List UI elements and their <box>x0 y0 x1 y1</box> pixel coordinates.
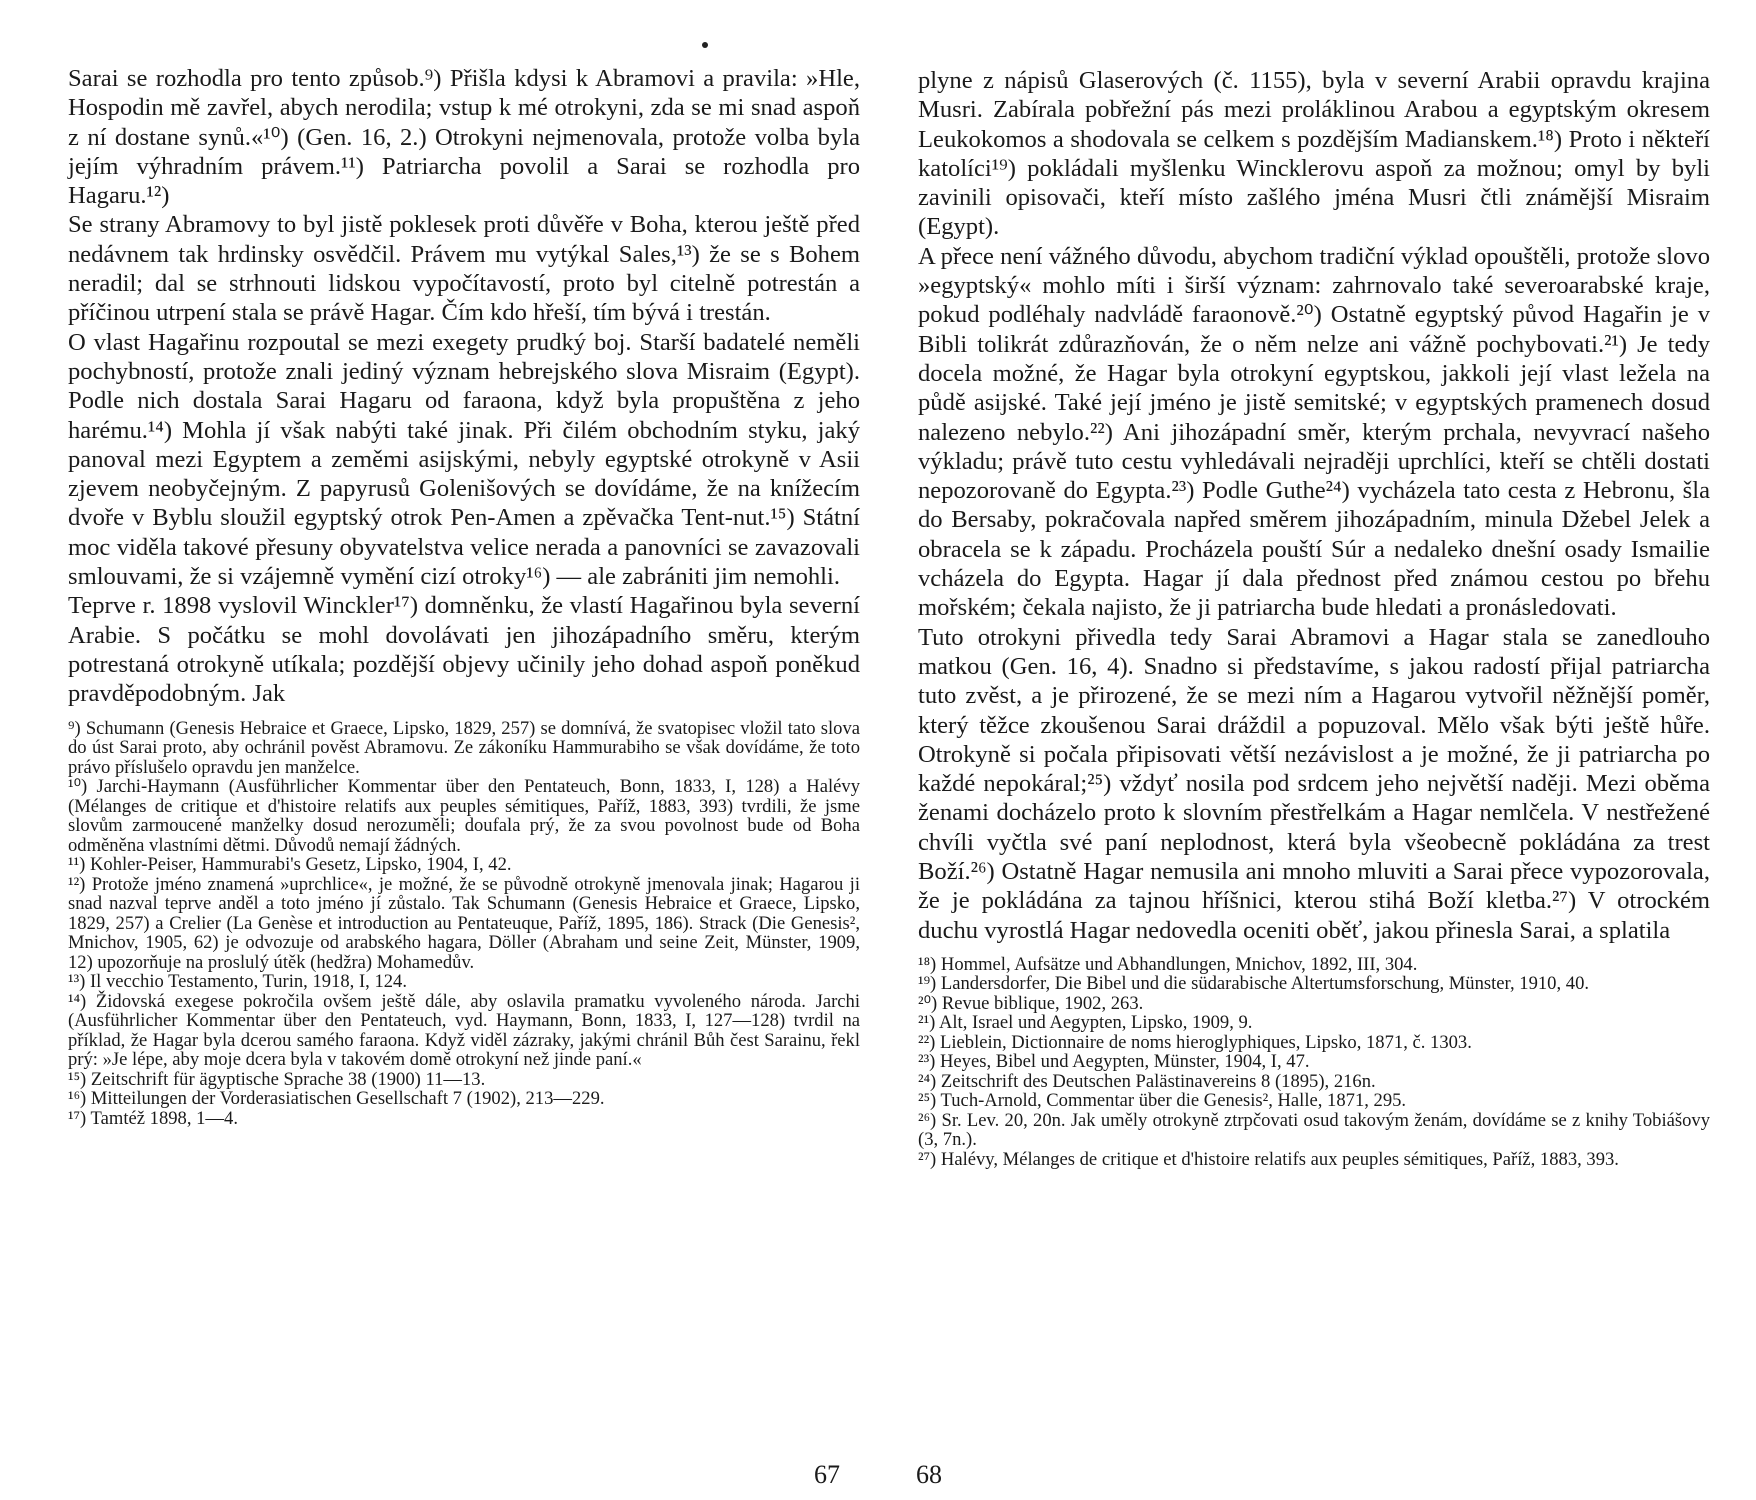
footnote: ¹⁶) Mitteilungen der Vorderasiatischen Gesellschaft 7 (1902), 213—229. <box>68 1088 605 1110</box>
footnote: ⁹) Schumann (Genesis Hebraice et Graece, Lipsko, 1829, 257) se domnívá, že svatopisec vložil tato slova do úst Sarai proto, aby ochránil pověst Abramovu. Ze zákoníku Hammurabiho se však dovídáme, že toto právo příslušelo opravdu jen manželce. <box>68 717 860 778</box>
footnote: ¹⁰) Jarchi-Haymann (Ausführlicher Kommentar über den Pentateuch, Bonn, 1833, I, 128) a Halévy (Mélanges de critique et d'histoire relatifs aux peuples sémitiques, Paříž, 1883, 393) tvrdili, že jsme slovům zarmoucené manželky dosud nerozuměli; doufala prý, že za svou povolnost bude od Boha odměněna vlastními dětmi. Důvodů nemají žádných. <box>68 776 860 856</box>
footnote: ¹⁵) Zeitschrift für ägyptische Sprache 38 (1900) 11—13. <box>68 1068 486 1090</box>
paragraph: Teprve r. 1898 vyslovil Winckler¹⁷) domněnku, že vlastí Hagařinou byla severní Arabie. S počátku se mohl dovolávati jen jihozápadního směru, kterým potrestaná otrokyně utíkala; pozdější objevy učinily jeho dohad aspoň poněkud pravděpodobným. Jak <box>68 592 860 708</box>
footnote: ¹²) Protože jméno znamená »uprchlice«, je možné, že se původně otrokyně jmenovala jinak; Hagarou ji snad nazval teprve anděl a toto jméno jí zůstalo. Tak Schumann (Genesis Hebraice et Graece, Lipsko, 1829, 257) a Crelier (La Genèse et introduction au Pentateuque, Paříž, 1895, 186). Strack (Die Genesis², Mnichov, 1905, 62) je odvozuje od arabského hagara, Döller (Abraham und seine Zeit, Münster, 1909, 12) upozorňuje na proslulý útěk (hedžra) Mohamedův. <box>68 873 860 973</box>
footnote: ¹³) Il vecchio Testamento, Turin, 1918, I, 124. <box>68 971 407 993</box>
footnote: ²⁷) Halévy, Mélanges de critique et d'histoire relatifs aux peuples sémitiques, Paříž, 1883, 393. <box>918 1148 1619 1170</box>
footnote: ¹⁷) Tamtéž 1898, 1—4. <box>68 1107 238 1129</box>
print-speck <box>702 42 708 48</box>
right-page-column <box>918 66 1710 1169</box>
paragraph: A přece není vážného důvodu, abychom tradiční výklad opouštěli, protože slovo »egyptský« mohlo míti i širší význam: zahrnovalo také severoarabské kraje, pokud podléhaly nadvládě faraonově.²⁰) Ostatně egyptský původ Hagařin je v Bibli tolikrát zdůrazňován, že o něm nelze ani vážně pochybovati.²¹) Je tedy docela možné, že Hagar byla otrokyní egyptskou, jakkoli její vlast ležela na půdě asijské. Také její jméno je jistě semitské; v egyptských pramenech dosud nalezeno nebylo.²²) Ani jihozápadní směr, kterým prchala, nevyvrací našeho výkladu; právě tuto cestu vyhledávali nejraději uprchlíci, kteří se chtěli dostati nepozorovaně do Egypta.²³) Podle Guthe²⁴) vycházela tato cesta z Hebronu, šla do Bersaby, pokračovala napřed směrem jihozápadním, minula Džebel Jelek a obracela se k západu. Procházela pouští Súr a nedaleko dnešní osady Ismailie vcházela do Egypta. Hagar jí dala přednost před známou cestou po břehu mořském; čekala najisto, že ji patriarcha bude hledati a pronásledovati. <box>918 242 1710 622</box>
footnote: ¹⁸) Hommel, Aufsätze und Abhandlungen, Mnichov, 1892, III, 304. <box>918 953 1418 975</box>
footnote: ²²) Lieblein, Dictionnaire de noms hieroglyphiques, Lipsko, 1871, č. 1303. <box>918 1031 1472 1053</box>
left-footnotes <box>68 719 860 1129</box>
page-number: 67 <box>814 1460 840 1489</box>
footnote: ²⁰) Revue biblique, 1902, 263. <box>918 992 1144 1014</box>
paragraph: Sarai se rozhodla pro tento způsob.⁹) Přišla kdysi k Abramovi a pravila: »Hle, Hospodin mě zavřel, abych nerodila; vstup k mé otrokyni, zda se mi snad aspoň z ní dostane synů.«¹⁰) (Gen. 16, 2.) Otrokyni nejmenovala, protože volba byla jejím výhradním právem.¹¹) Patriarcha povolil a Sarai se rozhodla pro Hagaru.¹²) <box>68 65 860 210</box>
right-body-text <box>918 66 1710 945</box>
left-body-text <box>68 64 860 709</box>
footnote: ²⁵) Tuch-Arnold, Commentar über die Genesis², Halle, 1871, 295. <box>918 1090 1407 1112</box>
right-page <box>878 0 1756 1500</box>
page-number: 68 <box>916 1460 942 1489</box>
footnote: ²³) Heyes, Bibel und Aegypten, Münster, 1904, I, 47. <box>918 1051 1310 1073</box>
footnote: ¹⁹) Landersdorfer, Die Bibel und die südarabische Altertumsforschung, Münster, 1910, 40. <box>918 973 1590 995</box>
footnote: ¹⁴) Židovská exegese pokročila ovšem ještě dále, aby oslavila pramatku vyvoleného národa. Jarchi (Ausführlicher Kommentar über den Pentateuch, vyd. Haymann, Bonn, 1833, I, 127—128) tvrdil na příklad, že Hagar byla dcerou samého faraona. Když viděl zázraky, jakými chránil Bůh čest Sarainu, řekl prý: »Je lépe, aby moje dcera byla v takovém domě otrokyní než jinde paní.« <box>68 990 860 1071</box>
paragraph: Tuto otrokyni přivedla tedy Sarai Abramovi a Hagar stala se zanedlouho matkou (Gen. 16, 4). Snadno si představíme, s jakou radostí přijal patriarcha tuto zvěst, a je přirozené, že se mezi ním a Hagarou vytvořil něžnější poměr, který těžce zkoušenou Sarai dráždil a popuzoval. Mělo však býti ještě hůře. Otrokyně si počala připisovati větší nezávislost a je možné, že ji patriarcha po každé nepokáral;²⁵) vždyť nosila pod srdcem jeho největší naději. Mezi oběma ženami docházelo proto k slovním přestřelkám a Hagar nemlčela. V nestřežené chvíli vyčtla své paní neplodnost, která byla všeobecně pokládána za trest Boží.²⁶) Ostatně Hagar nemusila ani mnoho mluviti a Sarai přece vypozorovala, že je pokládána za tajnou hříšnici, kterou stihá Boží kletba.²⁷) V otrockém duchu vyrostlá Hagar nedovedla oceniti oběť, jakou přinesla Sarai, a splatila <box>918 623 1710 944</box>
paragraph: plyne z nápisů Glaserových (č. 1155), byla v severní Arabii opravdu krajina Musri. Zabírala pobřežní pás mezi proláklinou Arabou a egyptským okresem Leukokomos a shodovala se celkem s pozdějším Madianskem.¹⁸) Proto i někteří katolíci¹⁹) pokládali myšlenku Wincklerovu aspoň za možnou; omyl by byli zavinili opisovači, kteří místo zašlého jména Musri čtli známější Misraim (Egypt). <box>918 67 1710 241</box>
footnote: ²⁶) Sr. Lev. 20, 20n. Jak uměly otrokyně ztrpčovati osud takovým ženám, dovídáme se z knihy Tobiášovy (3, 7n.). <box>918 1109 1710 1151</box>
paragraph: O vlast Hagařinu rozpoutal se mezi exegety prudký boj. Starší badatelé neměli pochybností, protože znali jediný význam hebrejského slova Misraim (Egypt). Podle nich dostala Sarai Hagaru od faraona, když byla propuštěna z jeho harému.¹⁴) Mohla jí však nabýti také jinak. Při čilém obchodním styku, jaký panoval mezi Egyptem a zeměmi asijskými, nebyly egyptské otrokyně v Asii zjevem neobyčejným. Z papyrusů Golenišových se dovídáme, že na knížecím dvoře v Byblu sloužil egyptský otrok Pen-Amen a zpěvačka Tent-nut.¹⁵) Státní moc viděla takové přesuny obyvatelstva velice nerada a panovníci se zavazovali smlouvami, že si vzájemně vymění cizí otroky¹⁶) — ale zabrániti jim nemohli. <box>68 328 860 591</box>
footnote: ²⁴) Zeitschrift des Deutschen Palästinavereins 8 (1895), 216n. <box>918 1070 1376 1092</box>
footnote: ²¹) Alt, Israel und Aegypten, Lipsko, 1909, 9. <box>918 1012 1253 1034</box>
right-footnotes <box>918 955 1710 1170</box>
left-page-column <box>68 64 860 1128</box>
paragraph: Se strany Abramovy to byl jistě poklesek proti důvěře v Boha, kterou ještě před nedávnem tak hrdinsky osvědčil. Právem mu vytýkal Sales,¹³) že se s Bohem neradil; dal se strhnouti lidskou vypočítavostí, proto byl citelně potrestán a příčinou utrpení stala se právě Hagar. Čím kdo hřeší, tím bývá i trestán. <box>68 211 860 327</box>
footnote: ¹¹) Kohler-Peiser, Hammurabi's Gesetz, Lipsko, 1904, I, 42. <box>68 854 512 876</box>
